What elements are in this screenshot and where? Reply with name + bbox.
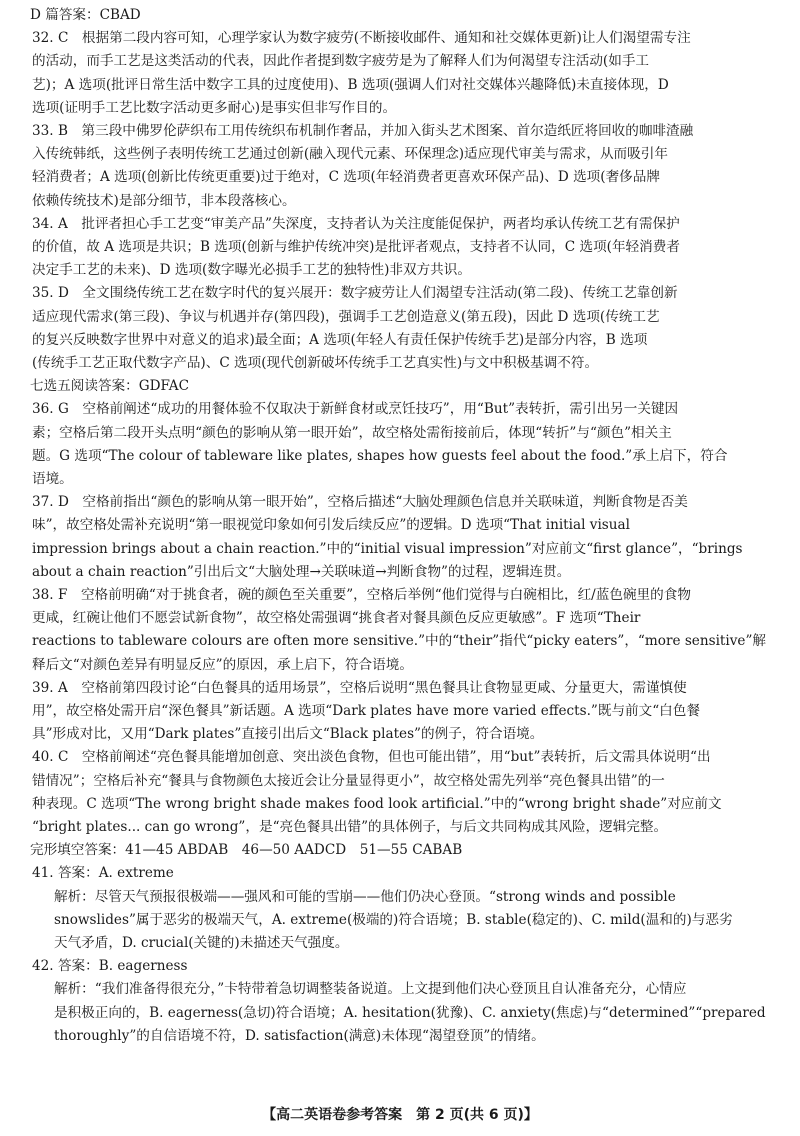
answer-line: 语境。: [32, 471, 73, 487]
answer-line: 题。G 选项“The colour of tableware like plates, shapes how guests feel about the food.”承上启下，符合: [32, 447, 728, 464]
answer-line: 36. G 空格前阐述“成功的用餐体验不仅取决于新鲜食材或烹饪技巧”，用“But”表转折，需引出另一关键因: [32, 401, 679, 418]
section-heading: 七选五阅读答案：GDFAC: [30, 378, 189, 395]
section-heading: D 篇答案：CBAD: [30, 7, 141, 23]
answer-line: 的价值，故 A 选项是共识；B 选项(创新与维护传统冲突)是批评者观点，支持者不认同，C 选项(年轻消费者: [32, 239, 680, 255]
answer-line: snowslides”属于恶劣的极端天气，A. extreme(极端的)符合语境；B. stable(稳定的)、C. mild(温和的)与恶劣: [54, 911, 733, 928]
answer-line: 解析：“我们准备得很充分，”卡特带着急切调整装备说道。上文提到他们决心登顶且自认准备充分，心情应: [54, 981, 687, 998]
answer-line: 用”，故空格处需开启“深色餐具”新话题。A 选项“Dark plates have more varied effects.”既与前文“白色餐: [32, 703, 700, 719]
answer-line: 40. C 空格前阐述“亮色餐具能增加创意、突出淡色食物，但也可能出错”，用“but”表转折，后文需具体说明“出: [32, 749, 711, 766]
answer-line: 42. 答案：B. eagerness: [32, 958, 188, 975]
answer-line: 味”，故空格处需补充说明“第一眼视觉印象如何引发后续反应”的逻辑。D 选项“That initial visual: [32, 517, 630, 534]
answer-line: 素；空格后第二段开头点明“颜色的影响从第一眼开始”，故空格处需衔接前后，体现“转折”与“颜色”相关主: [32, 424, 672, 441]
answer-line: 的复兴反映数字世界中对意义的追求)最全面；A 选项(年轻人有责任保护传统手艺)是部分内容，B 选项: [32, 331, 648, 348]
answer-line: 32. C 根据第二段内容可知，心理学家认为数字疲劳(不断接收邮件、通知和社交媒体更新)让人们渴望需专注: [32, 30, 691, 47]
answer-line: 38. F 空格前明确“对于挑食者，碗的颜色至关重要”，空格后举例“他们觉得与白碗相比，红/蓝色碗里的食物: [32, 587, 691, 603]
answer-line: 33. B 第三段中佛罗伦萨织布工用传统织布机制作奢品，并加入街头艺术图案、首尔造纸匠将回收的咖啡渣融: [32, 123, 694, 139]
answer-line: 入传统韩纸，这些例子表明传统工艺通过创新(融入现代元素、环保理念)适应现代审美与需求，从而吸引年: [32, 146, 668, 163]
answer-line: thoroughly”的自信语境不符，D. satisfaction(满意)未体现“渴望登顶”的情绪。: [54, 1027, 545, 1044]
section-heading: 完形填空答案：41—45 ABDAB 46—50 AADCD 51—55 CABAB: [30, 842, 463, 859]
answer-line: 34. A 批评者担心手工艺变“审美产品”失深度，支持者认为关注度能促保护，两者均承认传统工艺有需保护: [32, 215, 680, 232]
answer-line: 37. D 空格前指出“颜色的影响从第一眼开始”，空格后描述“大脑处理颜色信息并关联味道，判断食物是否美: [32, 494, 688, 511]
answer-line: 决定手工艺的未来)、D 选项(数字曝光必损手工艺的独特性)非双方共识。: [32, 262, 471, 279]
answer-line: 艺)；A 选项(批评日常生活中数字工具的过度使用)、B 选项(强调人们对社交媒体兴趣降低)未直接体现，D: [32, 76, 669, 93]
answer-line: 错情况”；空格后补充“餐具与食物颜色太接近会让分量显得更小”，故空格处需先列举“亮色餐具出错”的一: [32, 772, 665, 789]
answer-line: 依赖传统技术)是部分细节，非本段落核心。: [32, 192, 296, 209]
answer-line: reactions to tableware colours are often more sensitive.”中的“their”指代“picky eaters”，“more sensitive”解: [32, 633, 767, 650]
answer-line: 选项(证明手工艺比数字活动更多耐心)是事实但非写作目的。: [32, 99, 397, 116]
answer-line: 具”形成对比，又用“Dark plates”直接引出后文“Black plates”的例子，符合语境。: [32, 726, 544, 743]
page-footer: 【高二英语卷参考答案 第 2 页(共 6 页)】: [262, 1107, 538, 1123]
answer-line: “bright plates... can go wrong”，是“亮色餐具出错”的具体例子，与后文共同构成其风险，逻辑完整。: [32, 819, 668, 835]
answer-line: 轻消费者；A 选项(创新比传统更重要)过于绝对，C 选项(年轻消费者更喜欢环保产品)、D 选项(奢侈品牌: [32, 169, 660, 186]
answer-line: impression brings about a chain reaction.”中的“initial visual impression”对应前文“first glance”，“brings: [32, 540, 743, 557]
answer-line: about a chain reaction”引出后文“大脑处理→关联味道→判断食物”的过程，逻辑连贯。: [32, 563, 571, 580]
answer-line: 种表现。C 选项“The wrong bright shade makes food look artificial.”中的“wrong bright shade”对应前文: [32, 795, 722, 812]
answer-line: 35. D 全文围绕传统工艺在数字时代的复兴展开：数字疲劳让人们渴望专注活动(第二段)、传统工艺靠创新: [32, 285, 678, 302]
answer-line: 39. A 空格前第四段讨论“白色餐具的适用场景”，空格后说明“黑色餐具让食物显更咸、分量更大，需谨慎使: [32, 679, 687, 696]
answer-line: 是积极正向的，B. eagerness(急切)符合语境；A. hesitation(犹豫)、C. anxiety(焦虑)与“determined”“prepared: [54, 1004, 766, 1021]
answer-line: 适应现代需求(第三段)、争议与机遇并存(第四段)，强调手工艺创造意义(第五段)，因此 D 选项(传统工艺: [32, 308, 660, 325]
answer-line: (传统手工艺正取代数字产品)、C 选项(现代创新破坏传统手工艺真实性)与文中积极基调不符。: [32, 355, 599, 371]
answer-line: 解析：尽管天气预报很极端——强风和可能的雪崩——他们仍决心登顶。“strong winds and possible: [54, 888, 676, 905]
answer-line: 天气矛盾，D. crucial(关键的)未描述天气强度。: [54, 935, 349, 951]
answer-line: 更咸，红碗让他们不愿尝试新食物”，故空格处需强调“挑食者对餐具颜色反应更敏感”。F 选项“Their: [32, 610, 641, 627]
answer-line: 的活动，而手工艺是这类活动的代表，因此作者提到数字疲劳是为了解释人们为何渴望专注活动(如手工: [32, 53, 650, 70]
answer-line: 释后文“对颜色差异有明显反应”的原因，承上启下，符合语境。: [32, 656, 413, 673]
answer-line: 41. 答案：A. extreme: [32, 865, 174, 882]
